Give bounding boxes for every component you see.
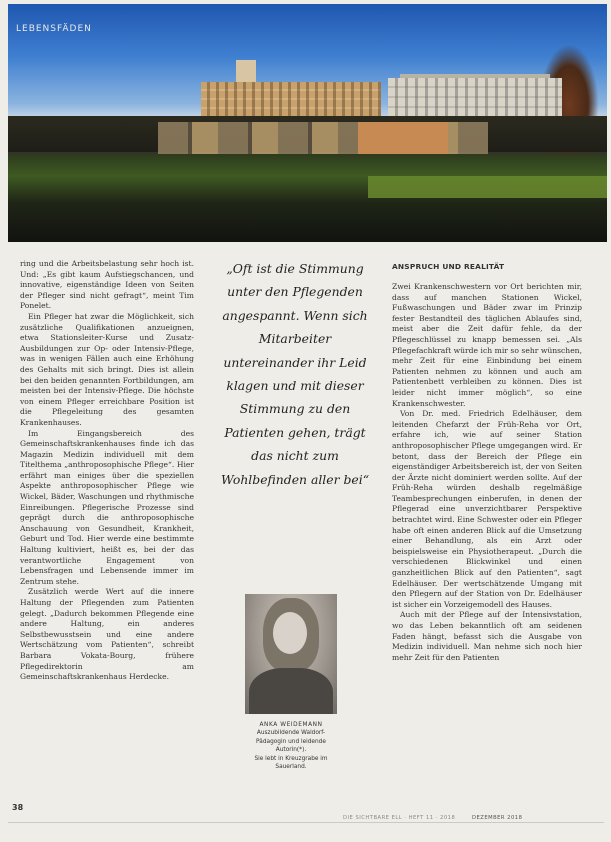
hospital-photo: [8, 4, 607, 242]
right-text-column: [392, 282, 582, 663]
paragraph: Von Dr. med. Friedrich Edelhäuser, dem leitenden Chefarzt der Früh-Reha vor Ort, erfahre ich, wie auf seiner Station anthroposophischer Pflege umgegangen wird. Er betont, dass der Bereich der Pflege ein eigenständiger Arbeitsbereich ist, der von Seiten der Ärzte nicht dominiert werden sollte. Auf der Früh-Reha würden deshalb regelmäßige Teambesprechungen einberufen, in denen der Pflegerad eine unverzichtbarer Perspektive betrachtet wird. Eine Schwester oder ein Pfleger habe oft einen anderen Blick auf die Umsetzung einer Behandlung, als ein Arzt oder beispielsweise ein Physiotherapeut. „Durch die verschiedenen Blickwinkel und einen ganzheitlichen Blick auf den Patienten“, sagt Edelhäuser. Der wertschätzende Umgang mit den Pflegern auf der Station von Dr. Edelhäuser ist sicher ein Vorzeigemodell des Hauses.: [392, 409, 582, 609]
paragraph: Auch mit der Pflege auf der Intensivstation, wo das Leben bekanntlich oft am seidenen Faden hängt, befasst sich die Ausgabe von Medizin individuell. Man nehme sich noch hier mehr Zeit für den Patienten: [392, 610, 582, 662]
sunlit-lawn: [368, 176, 607, 198]
author-name: ANKA WEIDEMANN: [259, 722, 323, 728]
paragraph: Zwei Krankenschwestern vor Ort berichten mir, dass auf manchen Stationen Wickel, Fußwaschungen und Bäder zwar im Prinzip fester Bestandteil des täglichen Ablaufes sind, meist aber die Zeit dafür fehle, da der Pflegeschlüssel zu knapp bemessen sei. „Als Pflegefachkraft würde ich mir so sehr wünschen, mehr Zeit für eine Einbindung bei einem Patienten nehmen zu können und auch am Patientenbett verbleiben zu können. Dies ist leider nicht immer möglich“, so eine Krankenschwester.: [392, 282, 582, 408]
caption-line: Sie lebt in Kreuzgrabe im: [254, 755, 328, 762]
caption-line: Auszubildende Waldorf-: [256, 730, 326, 737]
pull-quote: „Oft ist die Stimmung unter den Pflegenden angespannt. Wenn sich Mitarbeiter untereinander ihr Leid klagen und mit dieser Stimmung zu den Patienten gehen, trägt das nicht zum Wohlbefinden aller bei“: [220, 261, 370, 487]
author-caption: [235, 721, 347, 771]
orange-building: [358, 122, 448, 158]
author-portrait: [245, 594, 337, 714]
portrait-shoulders: [249, 668, 333, 714]
section-heading: ANSPRUCH UND REALITÄT: [392, 262, 505, 271]
paragraph: Ein Pfleger hat zwar die Möglichkeit, sich zusätzliche Qualifikationen anzueignen, etwa Stationsleiter-Kurse und Zusatz-Ausbildungen zur Op- oder Intensiv-Pflege, was in wenigen Fällen auch eine Erhöhung des Gehalts mit sich bringt. Dies ist allein bei den beiden genannten Fortbildungen, am meisten bei der Intensiv-Pflege. Die höchste von einem Pfleger erreichbare Position ist die Pflegeleitung des gesamten Krankenhauses.: [20, 311, 194, 427]
left-text-column: [20, 259, 194, 683]
paragraph: ring und die Arbeitsbelastung sehr hoch ist. Und: „Es gibt kaum Aufstiegschancen, und innovative, eigenständige Ideen von Seiten der Pfleger sind nicht gefragt“, meint Tim Ponelet.: [20, 259, 194, 311]
caption-line: Pädagogin und leidende: [256, 738, 326, 745]
paragraph: Zusätzlich werde Wert auf die innere Haltung der Pflegenden zum Patienten gelegt. „Dadurch bekommen Pflegende eine andere Haltung, ein anderes Selbstbewusstsein und eine andere Wertschätzung vom Patienten“, schreibt Barbara Vokata-Bourg, frühere Pflegedirektorin am Gemeinschaftskrankenhaus Herdecke.: [20, 587, 194, 682]
caption-line: Sauerland.: [275, 764, 307, 771]
magazine-name: DIE SICHTBARE ELL · HEFT 11 · 2018: [343, 815, 456, 821]
lawn: [8, 154, 607, 242]
portrait-face: [273, 612, 307, 654]
paragraph: Im Eingangsbereich des Gemeinschaftskrankenhauses finde ich das Magazin Medizin individuell mit dem Titelthema „anthroposophische Pflege“. Hier erfährt man einiges über die speziellen Aspekte anthroposophischer Pflege wie Wickel, Bäder, Waschungen und rhythmische Einreibungen. Pflegerische Prozesse sind geprägt durch die anthroposophische Anschauung von Gesundheit, Krankheit, Geburt und Tod. Hier werde eine bestimmte Haltung kultiviert, heißt es, bei der das verantwortliche Engagement von Lebensfragen und Lebensende immer im Zentrum stehe.: [20, 428, 194, 586]
page-number: 38: [12, 803, 24, 812]
caption-line: Autorin(*).: [275, 747, 307, 754]
section-label: LEBENSFÄDEN: [16, 24, 92, 34]
footer-divider: [8, 822, 604, 823]
issue-date: DEZEMBER 2018: [472, 815, 523, 821]
